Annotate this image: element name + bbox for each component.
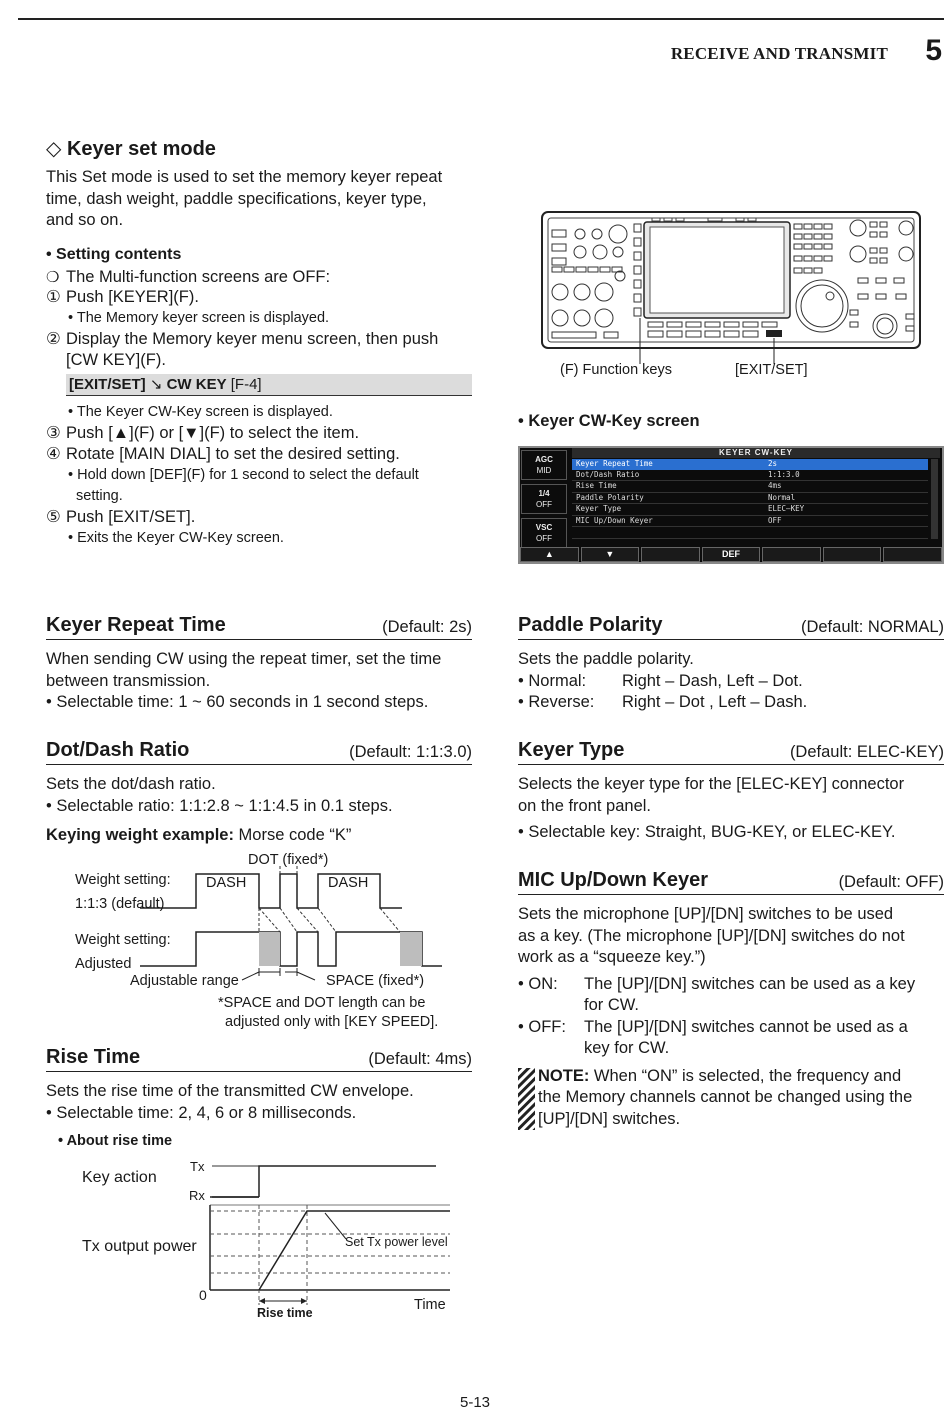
top-rule [18,18,944,20]
footnote-line: adjusted only with [KEY SPEED]. [225,1014,439,1030]
section-default: (Default: 4ms) [368,1050,472,1068]
section-heading [46,1046,472,1072]
option-text: The [UP]/[DN] switches can be used as a key [584,974,916,993]
note-line: [UP]/[DN] switches. [538,1109,681,1128]
polarity-item [518,692,944,714]
body-line: work as a “squeeze key.”) [518,948,706,966]
step-note: • Hold down [DEF](F) for 1 second to select the default [68,466,419,483]
mf-off-line [46,268,472,287]
menu-item-name: Keyer Repeat Time [576,459,653,468]
rise-time-figure [60,1155,460,1325]
def-function-key[interactable]: DEF [702,547,761,562]
rise-time-section [46,1046,472,1149]
keying-weight-figure [60,850,460,1035]
menu-item-name: Keyer Type [576,504,622,513]
section-heading [518,739,944,765]
section-default: (Default: 2s) [382,618,472,636]
rise-time-label: Rise time [257,1306,313,1320]
mic-updown-section [518,869,944,1130]
step-number: ④ [46,444,61,463]
cwkey-screen-caption: • Keyer CW-Key screen [518,412,700,430]
menu-row[interactable] [572,493,928,505]
menu-item-name: MIC Up/Down Keyer [576,515,653,525]
paddle-polarity-section [518,614,944,714]
function-keys-label: (F) Function keys [560,362,672,378]
dot-dash-section [46,739,472,845]
side-value: OFF [536,534,552,543]
screen-side-panel [521,450,567,548]
menu-item-name: Dot/Dash Ratio [576,469,640,479]
section-title: Paddle Polarity [518,614,663,636]
page-number: 5-13 [459,1394,491,1411]
body-line: between transmission. [46,671,211,690]
polarity-key: • Reverse: [518,693,595,711]
body-line: • Selectable key: Straight, BUG-KEY, or ELEC-KEY. [518,823,896,841]
space-fixed-label: SPACE (fixed*) [326,973,425,989]
body-line: Sets the dot/dash ratio. [46,775,216,793]
menu-row-selected[interactable] [572,459,928,470]
menu-scrollbar[interactable] [931,459,938,539]
adjusted-weight-label: Adjusted [75,956,132,972]
menu-item-value: OFF [768,515,782,525]
exit-set-key: [EXIT/SET] [69,375,146,393]
section-default: (Default: ELEC-KEY) [789,743,944,761]
polarity-value: Right – Dash, Left – Dot. [622,671,803,690]
keyer-type-section [518,739,944,844]
footnote-line: *SPACE and DOT length can be [218,995,426,1011]
f4-label: [F-4] [230,375,262,393]
dot-fixed-label: DOT (fixed*) [248,852,329,868]
step-text: Push [KEYER](F). [66,287,199,306]
step-note: setting. [76,487,123,504]
menu-item-value: ELEC–KEY [768,504,805,513]
section-default: (Default: 1:1:3.0) [349,743,472,761]
tx-output-power-label: Tx output power [82,1238,197,1255]
section-heading [518,869,944,895]
menu-item-value: Normal [768,492,796,502]
transceiver-figure [540,210,922,385]
intro-line: and so on. [46,211,124,229]
note-block [518,1066,944,1131]
off-item [518,1017,944,1060]
body-line: as a key. (The microphone [UP]/[DN] switches do not [518,926,905,945]
adjustable-range-label: Adjustable range [130,973,239,989]
screen-menu-list [572,459,928,539]
on-item [518,974,944,1017]
option-key: • ON: [518,974,558,993]
step-number: ② [46,329,61,348]
arrow-icon: ↘ [149,375,163,393]
default-weight-label: 1:1:3 (default) [75,896,165,912]
body-line: When sending CW using the repeat timer, set the time [46,650,442,668]
section-title: Keyer Repeat Time [46,614,226,636]
agc-button[interactable] [521,450,567,480]
step-text: Push [▲](F) or [▼](F) to select the item. [66,423,360,442]
section-default: (Default: NORMAL) [800,618,944,636]
option-key: • OFF: [518,1017,566,1036]
transceiver-illustration [540,210,922,385]
step-3 [46,423,472,444]
chapter-number: 5 [925,34,942,67]
keying-weight-example [46,826,472,845]
body-line: Sets the rise time of the transmitted CW envelope. [46,1082,414,1100]
down-function-key[interactable]: ▼ [581,547,640,562]
set-tx-power-label: Set Tx power level [345,1235,448,1249]
step-1 [46,287,472,308]
dash-label: DASH [206,875,247,891]
note-text: When “ON” is selected, the frequency and [589,1066,902,1085]
menu-item-name: Rise Time [576,481,617,490]
polarity-value: Right – Dot , Left – Dash. [622,693,808,711]
side-label: 1/4 [538,489,550,498]
blank-function-key[interactable] [883,547,942,562]
note-hatch-icon [518,1068,535,1130]
screen-title: KEYER CW-KEY [572,448,940,458]
about-rise-time-label: • About rise time [58,1133,173,1149]
keyer-repeat-section [46,614,472,714]
step-text: [CW KEY](F). [66,350,166,369]
step-number: ① [46,287,61,306]
keyer-set-mode-section [46,136,472,549]
step-note: • The Memory keyer screen is displayed. [68,309,330,326]
time-axis-label: Time [414,1297,446,1313]
section-heading [518,614,944,640]
body-line: Sets the microphone [UP]/[DN] switches to be used [518,905,894,923]
menu-item-name: Paddle Polarity [576,492,644,502]
step-4 [46,444,472,465]
step-text: Push [EXIT/SET]. [66,507,196,526]
step-2 [46,329,472,371]
example-text: Morse code “K” [233,826,352,844]
menu-row[interactable] [572,481,928,493]
menu-item-value: 4ms [768,481,782,490]
option-text: key for CW. [584,1039,670,1057]
intro-paragraph [46,167,472,232]
side-value: OFF [536,500,552,509]
keyer-set-mode-title: Keyer set mode [66,138,216,160]
section-title: MIC Up/Down Keyer [518,869,709,891]
circle-bullet-icon: ❍ [46,268,60,286]
mf-off-text: The Multi-function screens are OFF: [66,267,331,286]
menu-row[interactable] [572,516,928,528]
screen-function-bar [520,547,942,562]
blank-function-key[interactable] [641,547,700,562]
tx-label: Tx [190,1159,205,1174]
setting-contents-label: • Setting contents [46,245,182,263]
keyer-set-mode-heading [46,136,472,161]
step-5 [46,507,472,528]
menu-item-value: 1:1:3.0 [768,469,800,479]
exit-cwkey-path [66,374,472,396]
note-line [538,1066,944,1088]
dash-label: DASH [328,875,369,891]
cwkey-screen [518,446,944,564]
diamond-icon: ◇ [46,138,62,160]
quarter-button[interactable] [521,484,567,514]
menu-row[interactable] [572,504,928,516]
section-default: (Default: OFF) [838,873,944,891]
section-heading [46,614,472,640]
exit-set-label: [EXIT/SET] [735,362,808,378]
step-text: Display the Memory keyer menu screen, then push [66,329,439,348]
polarity-item [518,671,944,693]
option-text: for CW. [584,996,640,1014]
menu-row[interactable] [572,470,928,482]
section-title: Keyer Type [518,739,625,761]
section-heading [46,739,472,765]
section-title: Dot/Dash Ratio [46,739,190,761]
polarity-key: • Normal: [518,671,587,690]
weight-setting-label: Weight setting: [75,932,171,948]
step-number: ③ [46,423,61,442]
step-number: ⑤ [46,507,61,526]
body-line: Sets the paddle polarity. [518,650,694,668]
body-line: Selects the keyer type for the [ELEC-KEY] connector [518,775,905,793]
blank-function-key[interactable] [823,547,882,562]
zero-label: 0 [199,1287,207,1303]
rx-label: Rx [189,1188,205,1203]
body-line: • Selectable time: 1 ~ 60 seconds in 1 second steps. [46,693,429,711]
step-note: • Exits the Keyer CW-Key screen. [68,529,284,546]
menu-row-empty [572,527,928,539]
note-label: NOTE: [538,1066,590,1085]
step-note: • The Keyer CW-Key screen is displayed. [68,403,333,420]
side-label: AGC [535,455,553,464]
intro-line: time, dash weight, paddle specifications, keyer type, [46,189,427,208]
weight-setting-label: Weight setting: [75,872,171,888]
cw-key-label: CW KEY [166,375,227,393]
key-action-label: Key action [82,1169,157,1186]
example-label: Keying weight example: [46,826,234,844]
up-function-key[interactable]: ▲ [520,547,579,562]
chapter-title: RECEIVE AND TRANSMIT [670,44,888,63]
note-line: the Memory channels cannot be changed using the [538,1088,913,1106]
step-text: Rotate [MAIN DIAL] to set the desired setting. [66,444,400,463]
blank-function-key[interactable] [762,547,821,562]
intro-line: This Set mode is used to set the memory keyer repeat [46,168,443,186]
body-line: on the front panel. [518,796,652,815]
body-line: • Selectable ratio: 1:1:2.8 ~ 1:1:4.5 in 0.1 steps. [46,796,393,815]
body-line: • Selectable time: 2, 4, 6 or 8 milliseconds. [46,1103,357,1122]
option-text: The [UP]/[DN] switches cannot be used as a [584,1017,908,1036]
section-title: Rise Time [46,1046,141,1068]
menu-item-value: 2s [768,459,778,468]
vsc-button[interactable] [521,518,567,548]
side-label: VSC [535,523,553,532]
side-value: MID [536,466,552,475]
